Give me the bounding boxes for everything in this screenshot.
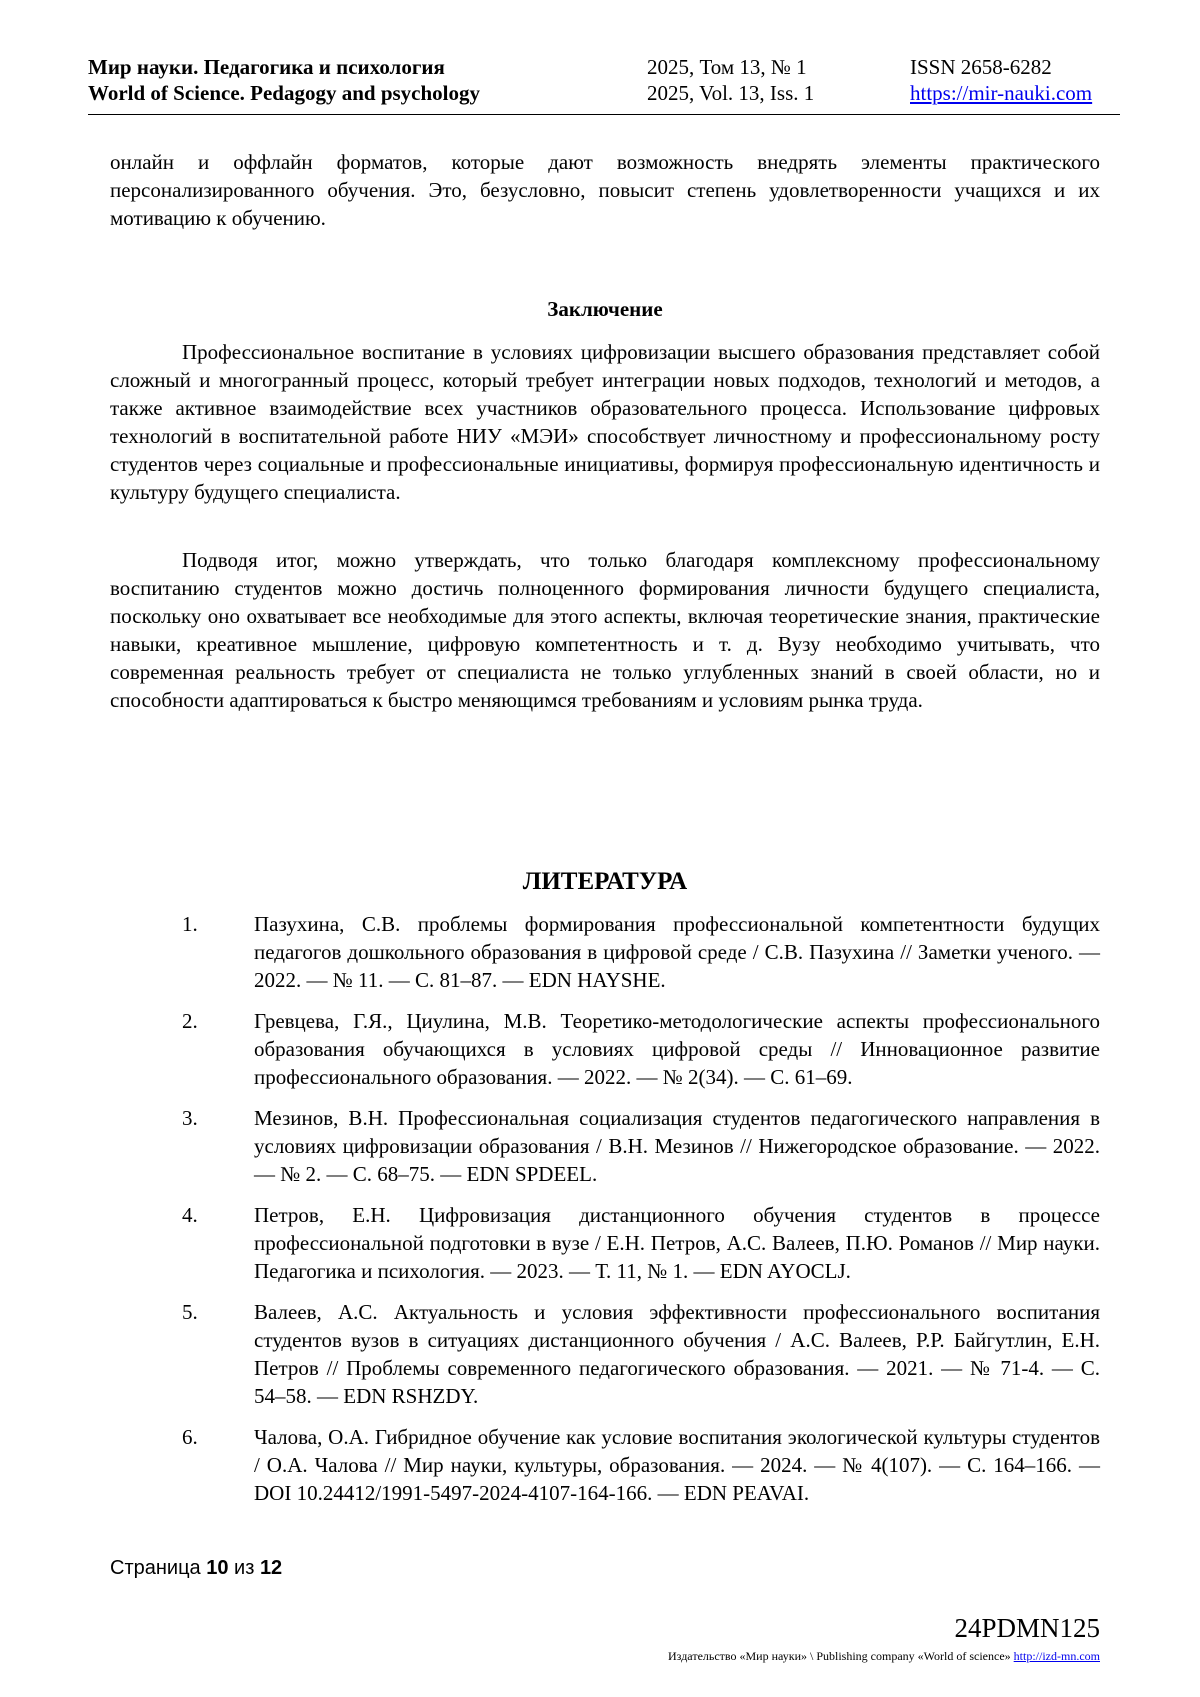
reference-number: 5. <box>182 1300 198 1324</box>
page-number <box>110 1556 282 1580</box>
page-total: 12 <box>259 1557 283 1579</box>
conclusion-heading: Заключение <box>547 297 663 321</box>
reference-text: Гревцева, Г.Я., Циулина, М.В. Теоретико-методологические аспекты профессионального образования обучающихся в условиях цифровой среды // Инновационное развитие профессионального образования. — 2022. — № 2(34). — С. 61–69. <box>254 1009 1100 1089</box>
publisher-text: Издательство «Мир науки» \ Publishing company «World of science» <box>668 1649 1011 1663</box>
page-current: 10 <box>206 1557 229 1579</box>
reference-number: 4. <box>182 1203 198 1227</box>
issue-en: 2025, Vol. 13, Iss. 1 <box>647 81 815 105</box>
issn: ISSN 2658-6282 <box>910 55 1052 79</box>
reference-text: Пазухина, С.В. проблемы формирования профессиональной компетентности будущих педагогов дошкольного образования в цифровой среде / С.В. Пазухина // Заметки ученого. — 2022. — № 11. — С. 81–87. — EDN HAYSHE. <box>254 912 1100 992</box>
conclusion-paragraph-1: Профессиональное воспитание в условиях цифровизации высшего образования представляет собой сложный и многогранный процесс, который требует интеграции новых подходов, технологий и методов, а также активное взаимодействие всех участников образовательного процесса. Использование цифровых технологий в воспитательной работе НИУ «МЭИ» способствует личностному и профессиональному росту студентов через социальные и профессиональные инициативы, формируя профессиональную идентичность и культуру будущего специалиста. <box>110 340 1100 504</box>
reference-number: 6. <box>182 1425 198 1449</box>
conclusion-paragraph-2: Подводя итог, можно утверждать, что только благодаря комплексному профессиональному воспитанию студентов можно достичь полноценного формирования личности будущего специалиста, поскольку оно охватывает все необходимые для этого аспекты, включая теоретические знания, практические навыки, креативное мышление, цифровую компетентность и т. д. Вузу необходимо учитывать, что современная реальность требует от специалиста не только углубленных знаний в своей области, но и способности адаптироваться к быстро меняющимся требованиям и условиям рынка труда. <box>110 548 1100 712</box>
reference-item <box>110 1423 1100 1507</box>
reference-number: 1. <box>182 912 198 936</box>
reference-number: 2. <box>182 1009 198 1033</box>
journal-url-link[interactable]: https://mir-nauki.com <box>910 81 1093 105</box>
journal-title-en: World of Science. Pedagogy and psychology <box>88 81 481 105</box>
page-label: Страница <box>110 1557 201 1579</box>
reference-item <box>110 1007 1100 1091</box>
publisher-url-link[interactable]: http://izd-mn.com <box>1013 1649 1100 1663</box>
page-of: из <box>234 1557 255 1579</box>
article-code: 24PDMN125 <box>954 1613 1100 1643</box>
references-heading: ЛИТЕРАТУРА <box>522 868 688 895</box>
reference-item <box>110 1298 1100 1410</box>
issue-ru: 2025, Том 13, № 1 <box>647 55 807 79</box>
publisher-line <box>668 1648 1100 1664</box>
reference-item <box>110 1201 1100 1285</box>
reference-text: Чалова, О.А. Гибридное обучение как условие воспитания экологической культуры студентов / О.А. Чалова // Мир науки, культуры, образования. — 2024. — № 4(107). — С. 164–166. — DOI 10.24412/1991-5497-2024-4107-164-166. — EDN PEAVAI. <box>254 1425 1100 1505</box>
reference-text: Петров, Е.Н. Цифровизация дистанционного обучения студентов в процессе профессиональной подготовки в вузе / Е.Н. Петров, А.С. Валеев, П.Ю. Романов // Мир науки. Педагогика и психология. — 2023. — Т. 11, № 1. — EDN AYOCLJ. <box>254 1203 1100 1283</box>
running-header <box>88 52 1120 115</box>
reference-text: Валеев, А.С. Актуальность и условия эффективности профессионального воспитания студентов вузов в ситуациях дистанционного обучения / А.С. Валеев, Р.Р. Байгутлин, Е.Н. Петров // Проблемы современного педагогического образования. — 2021. — № 71-4. — С. 54–58. — EDN RSHZDY. <box>254 1300 1100 1408</box>
reference-item <box>110 1104 1100 1188</box>
reference-number: 3. <box>182 1106 198 1130</box>
references-list <box>110 910 1100 1520</box>
intro-paragraph: онлайн и оффлайн форматов, которые дают возможность внедрять элементы практического персонализированного обучения. Это, безусловно, повысит степень удовлетворенности учащихся и их мотивацию к обучению. <box>110 150 1100 230</box>
journal-title-ru: Мир науки. Педагогика и психология <box>88 55 445 79</box>
reference-text: Мезинов, В.Н. Профессиональная социализация студентов педагогического направления в условиях цифровизации образования / В.Н. Мезинов // Нижегородское образование. — 2022. — № 2. — С. 68–75. — EDN SPDEEL. <box>254 1106 1100 1186</box>
reference-item <box>110 910 1100 994</box>
